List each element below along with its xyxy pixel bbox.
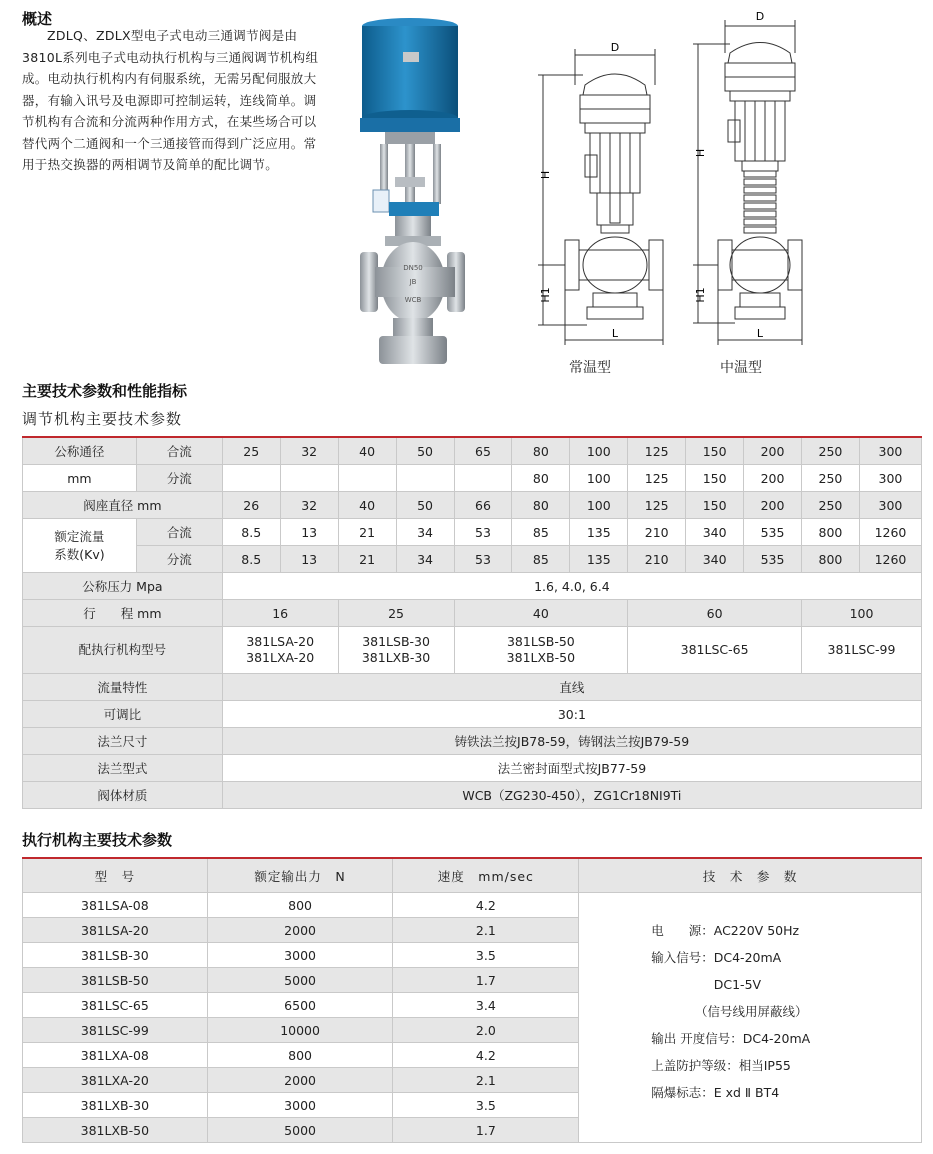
kv-split-label: 分流: [136, 546, 222, 573]
overview-text: ZDLQ、ZDLX型电子式电动三通调节阀是由3810L系列电子式电动执行机构与三通阀调节机构组成。电动执行机构内有伺服系统，无需另配伺服放大器，有输入讯号及电源即可控制运转，连线简单。调节机构有合流和分流两种作用方式，在某些场合可以替代两个二通阀和一个三通接管而得到广泛应用。常用于热交换器的两相调节及简单的配比调节。: [22, 28, 319, 172]
dim-h-label-2: H: [694, 148, 707, 158]
table-cell: 2000: [207, 1068, 393, 1093]
table-cell: 100: [802, 600, 922, 627]
table-cell: 40: [338, 437, 396, 465]
table-row: [23, 782, 922, 809]
table-cell: 3.4: [393, 993, 579, 1018]
table-cell: 1.7: [393, 968, 579, 993]
table-cell: 32: [280, 437, 338, 465]
model-text: 381LSB-50: [506, 634, 575, 649]
table-cell: [454, 627, 628, 674]
table-cell: 125: [628, 465, 686, 492]
table-cell: 85: [512, 519, 570, 546]
model-text: 381LSB-30: [362, 634, 430, 649]
table-cell: 800: [802, 519, 860, 546]
table-cell: 535: [744, 519, 802, 546]
table-cell: 381LSC-65: [23, 993, 208, 1018]
table-cell: 381LSB-50: [23, 968, 208, 993]
table-row: [23, 465, 922, 492]
table-cell: 535: [744, 546, 802, 573]
table-cell: 2.1: [393, 918, 579, 943]
table-cell: [338, 627, 454, 674]
table-cell: 100: [570, 465, 628, 492]
table-cell: 381LSB-30: [23, 943, 208, 968]
table-row: [23, 573, 922, 600]
flange-size-value: 铸铁法兰按JB78-59，铸钢法兰按JB79-59: [222, 728, 921, 755]
table-cell: 6500: [207, 993, 393, 1018]
table-row: [23, 701, 922, 728]
table-cell: 381LSA-08: [23, 893, 208, 918]
actuator-model-label: 配执行机构型号: [23, 627, 223, 674]
table-cell: 300: [859, 492, 921, 519]
material-label: 阀体材质: [23, 782, 223, 809]
table-cell: 40: [454, 600, 628, 627]
table-header-row: [23, 858, 922, 893]
model-text: 381LXA-20: [246, 650, 315, 665]
kv-label: [23, 519, 137, 573]
table-cell: 2.1: [393, 1068, 579, 1093]
table-cell: 210: [628, 519, 686, 546]
dim-l-label: L: [611, 327, 619, 340]
seat-diameter-label: 阀座直径 mm: [23, 492, 223, 519]
table-cell: 381LXA-20: [23, 1068, 208, 1093]
table-cell: 250: [802, 492, 860, 519]
table-cell: 381LXB-30: [23, 1093, 208, 1118]
flow-char-value: 直线: [222, 674, 921, 701]
table-cell: 8.5: [222, 546, 280, 573]
table-cell: [338, 465, 396, 492]
table-row: [23, 627, 922, 674]
table-row: [23, 600, 922, 627]
merge-label: 合流: [136, 437, 222, 465]
col-speed: 速度 mm/sec: [393, 858, 579, 893]
table-cell: 135: [570, 519, 628, 546]
table-cell: 13: [280, 519, 338, 546]
table-row: [23, 728, 922, 755]
table-cell: 13: [280, 546, 338, 573]
table-cell: 80: [512, 465, 570, 492]
table-row: [23, 893, 922, 918]
table-cell: 800: [802, 546, 860, 573]
table-cell: 1260: [859, 519, 921, 546]
table-row: [23, 755, 922, 782]
table-cell: [280, 465, 338, 492]
table-cell: 340: [686, 546, 744, 573]
table-cell: 381LXB-50: [23, 1118, 208, 1143]
col-model: 型 号: [23, 858, 208, 893]
table-cell: 53: [454, 546, 512, 573]
spec-line: 隔爆标志：E xd Ⅱ BT4: [651, 1085, 780, 1100]
table-cell: 21: [338, 519, 396, 546]
table-cell: 125: [628, 437, 686, 465]
table-cell: 4.2: [393, 893, 579, 918]
table-cell: 150: [686, 437, 744, 465]
table-cell: 300: [859, 465, 921, 492]
body-text-1: DN50: [403, 264, 423, 272]
spec-line: 输出 开度信号：DC4-20mA: [651, 1031, 811, 1046]
table-cell: 32: [280, 492, 338, 519]
split-label: 分流: [136, 465, 222, 492]
caption-medium-type: 中温型: [720, 360, 762, 376]
table-cell: 8.5: [222, 519, 280, 546]
table-cell: 50: [396, 437, 454, 465]
flange-type-value: 法兰密封面型式按JB77-59: [222, 755, 921, 782]
table-cell: 85: [512, 546, 570, 573]
range-value: 30:1: [222, 701, 921, 728]
col-spec: 技 术 参 数: [579, 858, 922, 893]
mm-label: mm: [23, 465, 137, 492]
table-cell: 381LSC-99: [23, 1018, 208, 1043]
spec-line: DC1-5V: [651, 977, 762, 992]
table-cell: [222, 627, 338, 674]
table-row: [23, 674, 922, 701]
flange-size-label: 法兰尺寸: [23, 728, 223, 755]
table-cell: 100: [570, 437, 628, 465]
model-text: 381LSA-20: [246, 634, 315, 649]
table-cell: 800: [207, 893, 393, 918]
table-cell: 34: [396, 546, 454, 573]
table-cell: 40: [338, 492, 396, 519]
table-cell: 25: [338, 600, 454, 627]
table-cell: 150: [686, 492, 744, 519]
table-cell: 381LXA-08: [23, 1043, 208, 1068]
col-force: 额定输出力 N: [207, 858, 393, 893]
table-cell: 150: [686, 465, 744, 492]
table-cell: 21: [338, 546, 396, 573]
dim-d-label-2: D: [755, 10, 765, 23]
dim-d-label: D: [610, 41, 620, 54]
table-cell: 250: [802, 437, 860, 465]
table-cell: 16: [222, 600, 338, 627]
table-cell: 200: [744, 492, 802, 519]
actuator-params-heading: 执行机构主要技术参数: [22, 831, 173, 849]
drawing-normal-type: [535, 35, 665, 355]
range-label: 可调比: [23, 701, 223, 728]
body-text-3: WCB: [404, 296, 422, 304]
main-params-heading: 主要技术参数和性能指标: [22, 382, 188, 400]
table-cell: 340: [686, 519, 744, 546]
kv-label-line-1: 额定流量: [54, 528, 105, 544]
table-cell: 26: [222, 492, 280, 519]
table-cell: 250: [802, 465, 860, 492]
spec-line: 输入信号：DC4-20mA: [651, 950, 782, 965]
table-cell: 800: [207, 1043, 393, 1068]
table-cell: 3000: [207, 943, 393, 968]
overview-heading: 概述: [22, 10, 53, 28]
dim-h-label: H: [539, 170, 552, 180]
table-cell: 5000: [207, 1118, 393, 1143]
spec-line: 上盖防护等级：相当IP55: [651, 1058, 791, 1073]
table-cell: 4.2: [393, 1043, 579, 1068]
table-cell: 5000: [207, 968, 393, 993]
table-cell: [222, 465, 280, 492]
table-cell: 60: [628, 600, 802, 627]
table-cell: 53: [454, 519, 512, 546]
table-cell: [396, 465, 454, 492]
material-value: WCB（ZG230-450），ZG1Cr18NI9Ti: [222, 782, 921, 809]
table-cell: 3.5: [393, 1093, 579, 1118]
table-cell: 80: [512, 437, 570, 465]
spec-line: （信号线用屏蔽线）: [651, 1004, 808, 1019]
table-row: [23, 519, 922, 546]
valve-product-image: [355, 12, 475, 372]
valve-params-table: [22, 436, 922, 809]
dim-h1-label-2: H1: [694, 287, 707, 303]
table-cell: 3.5: [393, 943, 579, 968]
flange-type-label: 法兰型式: [23, 755, 223, 782]
kv-merge-label: 合流: [136, 519, 222, 546]
table-cell: 3000: [207, 1093, 393, 1118]
actuator-params-table: [22, 857, 922, 1143]
table-cell: 1260: [859, 546, 921, 573]
table-cell: 300: [859, 437, 921, 465]
dim-l-label-2: L: [756, 327, 764, 340]
valve-params-heading: 调节机构主要技术参数: [22, 410, 183, 428]
caption-normal-type: 常温型: [569, 360, 611, 376]
flow-char-label: 流量特性: [23, 674, 223, 701]
table-cell: [454, 465, 512, 492]
stroke-label: 行 程 mm: [23, 600, 223, 627]
table-cell: 200: [744, 465, 802, 492]
table-cell: 381LSC-65: [628, 627, 802, 674]
table-cell: 50: [396, 492, 454, 519]
table-cell: 1.7: [393, 1118, 579, 1143]
drawing-medium-type: [690, 8, 815, 353]
kv-label-line-2: 系数(Kv): [54, 546, 105, 562]
table-cell: 125: [628, 492, 686, 519]
table-cell: 210: [628, 546, 686, 573]
table-cell: 381LSC-99: [802, 627, 922, 674]
table-cell: 80: [512, 492, 570, 519]
table-cell: 10000: [207, 1018, 393, 1043]
model-text: 381LXB-50: [506, 650, 576, 665]
table-cell: 65: [454, 437, 512, 465]
table-cell: 66: [454, 492, 512, 519]
dim-h1-label: H1: [539, 287, 552, 303]
model-text: 381LXB-30: [361, 650, 431, 665]
table-row: [23, 492, 922, 519]
table-cell: 2.0: [393, 1018, 579, 1043]
pressure-label: 公称压力 Mpa: [23, 573, 223, 600]
table-cell: 2000: [207, 918, 393, 943]
table-row: [23, 546, 922, 573]
spec-line: 电 源：AC220V 50Hz: [651, 923, 800, 938]
table-cell: 135: [570, 546, 628, 573]
table-cell: 34: [396, 519, 454, 546]
nominal-diameter-label: 公称通径: [23, 437, 137, 465]
table-cell: 381LSA-20: [23, 918, 208, 943]
spec-panel: [579, 893, 922, 1143]
table-cell: 200: [744, 437, 802, 465]
table-cell: 25: [222, 437, 280, 465]
table-cell: 100: [570, 492, 628, 519]
body-text-2: JB: [409, 278, 417, 286]
pressure-value: 1.6, 4.0, 6.4: [222, 573, 921, 600]
table-row: [23, 437, 922, 465]
